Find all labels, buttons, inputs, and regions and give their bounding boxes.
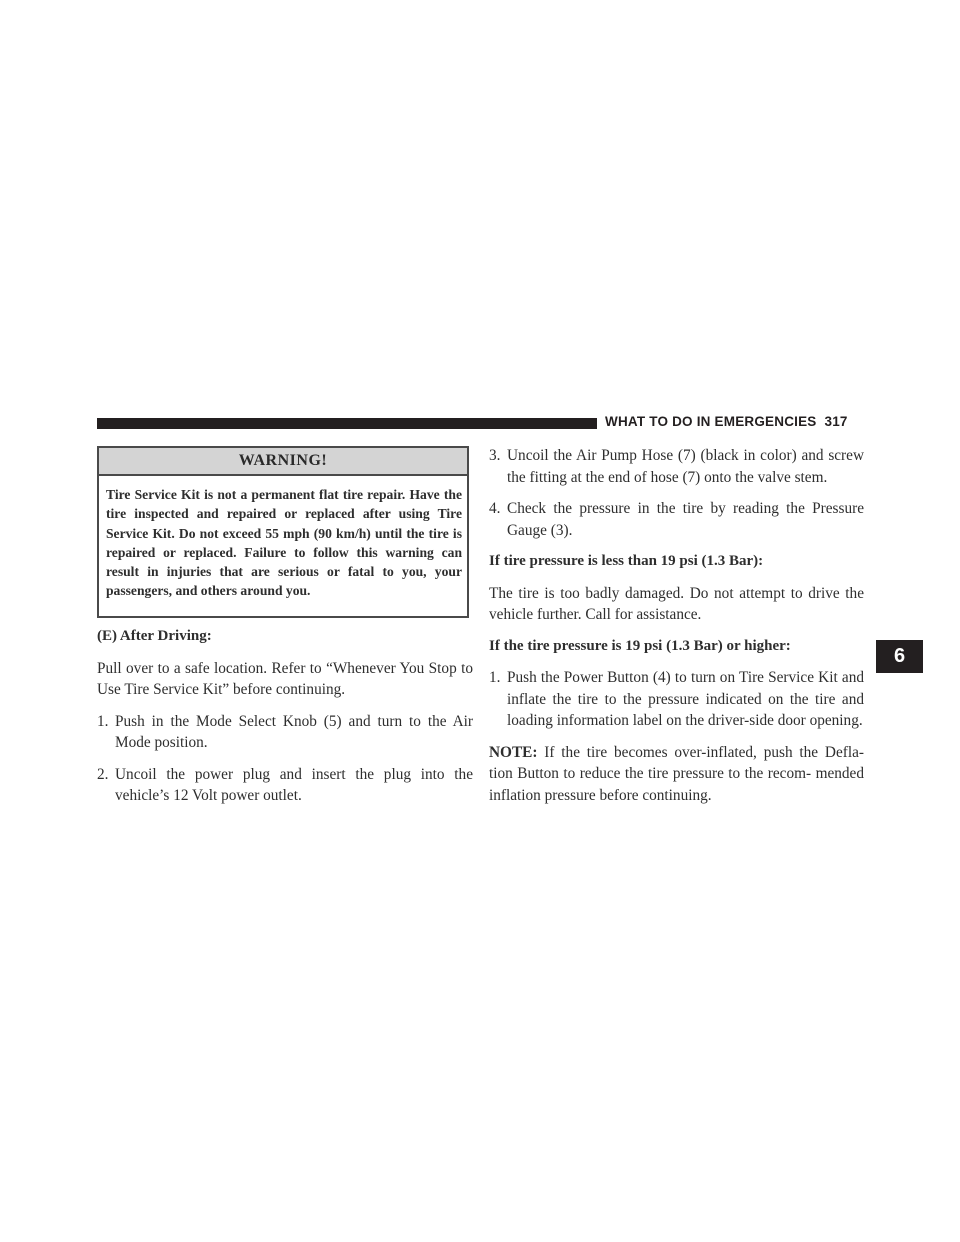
step-number: 3.: [489, 447, 501, 464]
running-header: [605, 414, 848, 429]
note-label: NOTE:: [489, 743, 538, 761]
step-text: Push the Power Button (4) to turn on Tire Service Kit and inflate the tire to the pressure indicated on the tire and loading information label on the driver-side door opening.: [507, 669, 864, 729]
chapter-tab: 6: [876, 640, 923, 673]
low-pressure-text: The tire is too badly damaged. Do not attempt to drive the vehicle further. Call for assistance.: [489, 584, 864, 623]
list-item: [489, 667, 864, 732]
left-column: [97, 626, 473, 817]
step-text: Check the pressure in the tire by reading the Pressure Gauge (3).: [507, 500, 864, 539]
step-text: Uncoil the power plug and insert the plug into the vehicle’s 12 Volt power outlet.: [115, 765, 473, 804]
right-column: [489, 445, 864, 816]
list-item: [489, 498, 864, 541]
list-item: [97, 711, 473, 754]
after-driving-intro: Pull over to a safe location. Refer to “Whenever You Stop to Use Tire Service Kit” before continuing.: [97, 659, 473, 698]
warning-box: [97, 446, 469, 618]
step-number: 1.: [489, 669, 501, 686]
list-item: [489, 445, 864, 488]
note-paragraph: [489, 742, 864, 807]
high-pressure-heading: If the tire pressure is 19 psi (1.3 Bar) or higher:: [489, 637, 791, 654]
step-text: Push in the Mode Select Knob (5) and turn to the Air Mode position.: [115, 712, 473, 751]
step-number: 1.: [97, 712, 109, 730]
step-number: 4.: [489, 500, 501, 517]
page-number: 317: [824, 414, 848, 429]
header-rule: [97, 418, 597, 429]
step-number: 2.: [97, 765, 109, 783]
note-text: If the tire becomes over-inflated, push the Defla- tion Button to reduce the tire pressure to the recom- mended inflation pressure before continuing.: [489, 743, 864, 804]
warning-heading: WARNING!: [99, 448, 467, 476]
list-item: [97, 764, 473, 807]
step-text: Uncoil the Air Pump Hose (7) (black in color) and screw the fitting at the end of hose (7) onto the valve stem.: [507, 447, 864, 486]
after-driving-heading: (E) After Driving:: [97, 628, 212, 644]
warning-text: Tire Service Kit is not a permanent flat tire repair. Have the tire inspected and repaired or replaced after using Tire Service Kit. Do not exceed 55 mph (90 km/h) until the tire is repaired or replaced. Failure to follow this warning can result in injuries that are serious or fatal to you, your passengers, and others around you.: [106, 487, 462, 599]
low-pressure-heading: If tire pressure is less than 19 psi (1.3 Bar):: [489, 553, 764, 569]
section-title: WHAT TO DO IN EMERGENCIES: [605, 414, 817, 429]
